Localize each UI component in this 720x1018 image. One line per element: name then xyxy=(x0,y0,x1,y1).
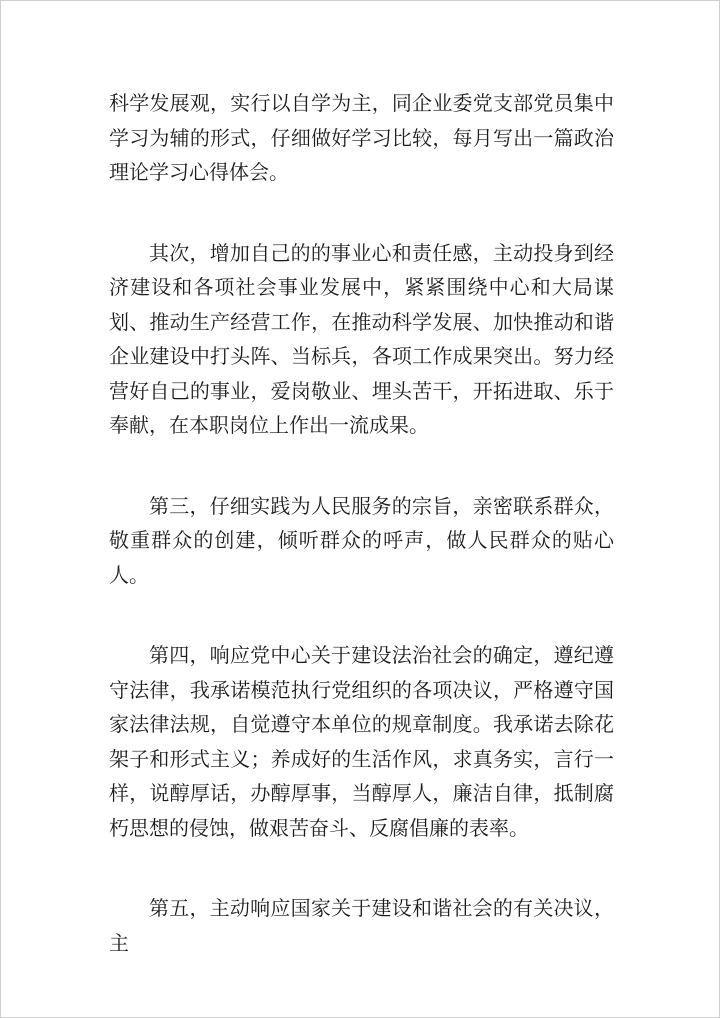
document-body xyxy=(109,86,614,1006)
paragraph-fifth: 第五，主动响应国家关于建设和谐社会的有关决议，主 xyxy=(109,896,614,955)
paragraph-fourth: 第四，响应党中心关于建设法治社会的确定，遵纪遵守法律，我承诺模范执行党组织的各项决议，严格遵守国家法律法规，自觉遵守本单位的规章制度。我承诺去除花架子和形式主义；养成好的生活作风，求真务实，言行一样，说醇厚话，办醇厚事，当醇厚人，廉洁自律，抵制腐朽思想的侵蚀，做艰苦奋斗、反腐倡廉的表率。 xyxy=(109,643,614,840)
paragraph-continuation: 科学发展观，实行以自学为主，同企业委党支部党员集中学习为辅的形式，仔细做好学习比较，每月写出一篇政治理论学习心得体会。 xyxy=(109,91,614,184)
paragraph-third: 第三，仔细实践为人民服务的宗旨，亲密联系群众，敬重群众的创建，倾听群众的呼声，做人民群众的贴心人。 xyxy=(109,493,614,587)
paragraph-second: 其次，增加自己的的事业心和责任感，主动投身到经济建设和各项社会事业发展中，紧紧围绕中心和大局谋划、推动生产经营工作，在推动科学发展、加快推动和谐企业建设中打头阵、当标兵，各项工作成果突出。努力经营好自己的事业，爱岗敬业、埋头苦干，开拓进取、乐于奉献，在本职岗位上作出一流成果。 xyxy=(109,240,614,437)
